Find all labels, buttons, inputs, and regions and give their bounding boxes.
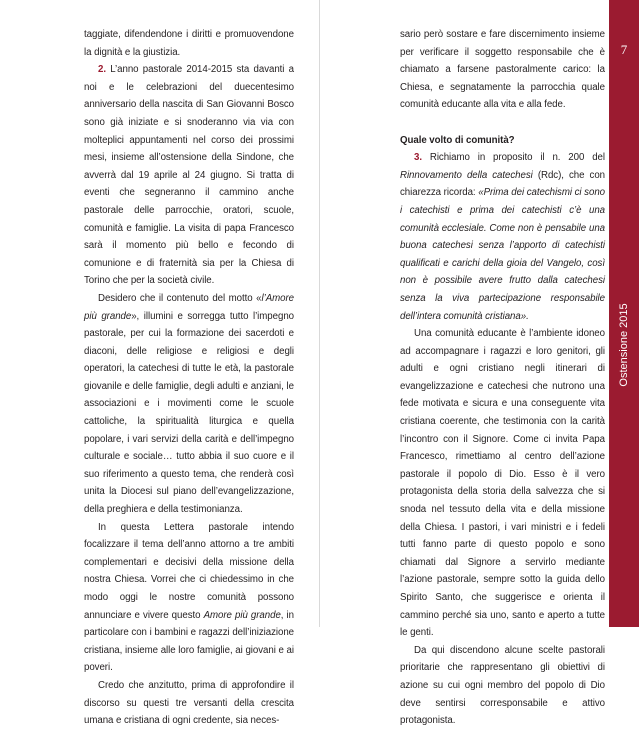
paragraph-2: 2. L’anno pastorale 2014-2015 sta davanti a noi e le celebrazioni del duecentesimo anniversario della nascita di San Giovanni Bosco sono già iniziate e si snoderanno via via con molteplici appuntamenti nel corso dei prossimi mesi, insieme all’ostensione della Sindone, che avverrà dal 19 aprile al 24 giugno. Si tratta di eventi che segneranno il cammino anche pastorale delle parrocchie, oratori, scuole, comunità e famiglie. La visita di papa Francesco sarà il momento più bello e fecondo di comunione e di fraternità sia per la Chiesa di Torino che per la società civile. — [84, 64, 294, 287]
paragraph-3: 3. Richiamo in proposito il n. 200 del Rinnovamento della catechesi (Rdc), che con chiarezza ricorda: «Prima dei catechismi ci sono i catechisti e prima dei catechisti c’è una comunità ecclesiale. Come non è pensabile una buona catechesi senza l’apporto di catechisti qualificati e carichi della gioia del Vangelo, così non è possibile avere frutto dalla catechesi senza la viva partecipazione responsabile dell’intera comunità cristiana». — [400, 152, 605, 322]
paragraph-motto: Desidero che il contenuto del motto «l’Amore più grande», illumini e sorregga tutto l’impegno pastorale, per cui la formazione dei sacerdoti e diaconi, delle religiose e religiosi e degli operatori, la catechesi di tutte le età, la pastorale giovanile e delle famiglie, degli adulti e anziani, le associazioni e i movimenti come le scuole cattoliche, la spiritualità liturgica e quella popolare, i vari servizi della carità e dell’impegno culturale e sociale… tutto abbia il suo cuore e il suo riferimento a questo tema, che renderà così unita la Diocesi sul piano dell’evangelizzazione, della preghiera e della testimonianza. — [84, 292, 294, 516]
page-number: 7 — [620, 42, 628, 57]
section-heading: Quale volto di comunità? — [400, 134, 515, 146]
page-gutter — [319, 0, 320, 627]
accent-sidebar — [609, 0, 639, 627]
paragraph-letter: In questa Lettera pastorale intendo focalizzare il tema dell’anno attorno a tre ambiti complementari e decisivi della missione della nostra Chiesa. Vorrei che ci chiedessimo in che modo oggi le nostre comunità possono annunciare e vivere questo Amore più grande, in particolare con i bambini e ragazzi dell’iniziazione cristiana, insieme alle loro famiglie, ai giovani e ai poveri. — [84, 521, 295, 674]
running-head-label: Ostensione 2015 — [618, 303, 630, 387]
motto-italic: l’Amore più grande — [84, 292, 294, 322]
paragraph-community: Una comunità educante è l’ambiente idoneo ad accompagnare i ragazzi e loro genitori, gli adulti e ogni cristiano negli itinerari di evangelizzazione e catechesi che nutrono una fede motivata e sicura e una conseguente vita cristiana coerente, che testimonia con la carità l’incontro con il Signore. Come ci invita Papa Francesco, rimettiamo al centro dell’azione pastorale il popolo di Dio. Esso è il vero protagonista della storia della salvezza che si snoda nel tessuto della vita e della missione della Chiesa. I pastori, i vari ministri e i fedeli tutti fanno parte di questo popolo e sono chiamati dal Signore a servirlo mediante l’azione pastorale, sempre sotto la guida dello Spirito Santo, che suggerisce e orienta il cammino perché sia uno, santo e aperto a tutte le genti. — [400, 328, 605, 639]
paragraph: taggiate, difendendone i diritti e promuovendone la dignità e la giustizia. — [84, 29, 294, 58]
amore-italic: Amore più grande — [203, 609, 281, 621]
paragraph-choices: Da qui discendono alcune scelte pastorali prioritarie che rappresentano gli obiettivi di azione su cui ogni membro del popolo di Dio deve sentirsi corresponsabile e attivo protagonista. — [400, 644, 605, 727]
right-page-text — [400, 26, 605, 730]
paragraph-continuation: sario però sostare e fare discernimento insieme per verificare il soggetto responsabile che è chiamato a farsene pastoralmente carico: la Chiesa, e segnatamente la parrocchia quale comunità educante alla vita e alla fede. — [400, 29, 605, 111]
left-page-text — [84, 26, 294, 730]
quote-italic: «Prima dei catechismi ci sono i catechisti e prima dei catechisti c’è una comunità ecclesiale. Come non è pensabile una buona catechesi senza l’apporto di catechisti qualificati e carichi della gioia del Vangelo, così non è possibile avere frutto dalla catechesi senza la viva partecipazione responsabile dell’intera comunità cristiana». — [400, 187, 605, 322]
paragraph-continued: Credo che anzitutto, prima di approfondire il discorso su questi tre versanti della crescita umana e cristiana di ogni credente, sia neces- — [84, 679, 294, 727]
paragraph-number: 3. — [414, 152, 422, 164]
source-title-italic: Rinnovamento della catechesi — [400, 169, 533, 181]
paragraph-number: 2. — [98, 64, 106, 76]
